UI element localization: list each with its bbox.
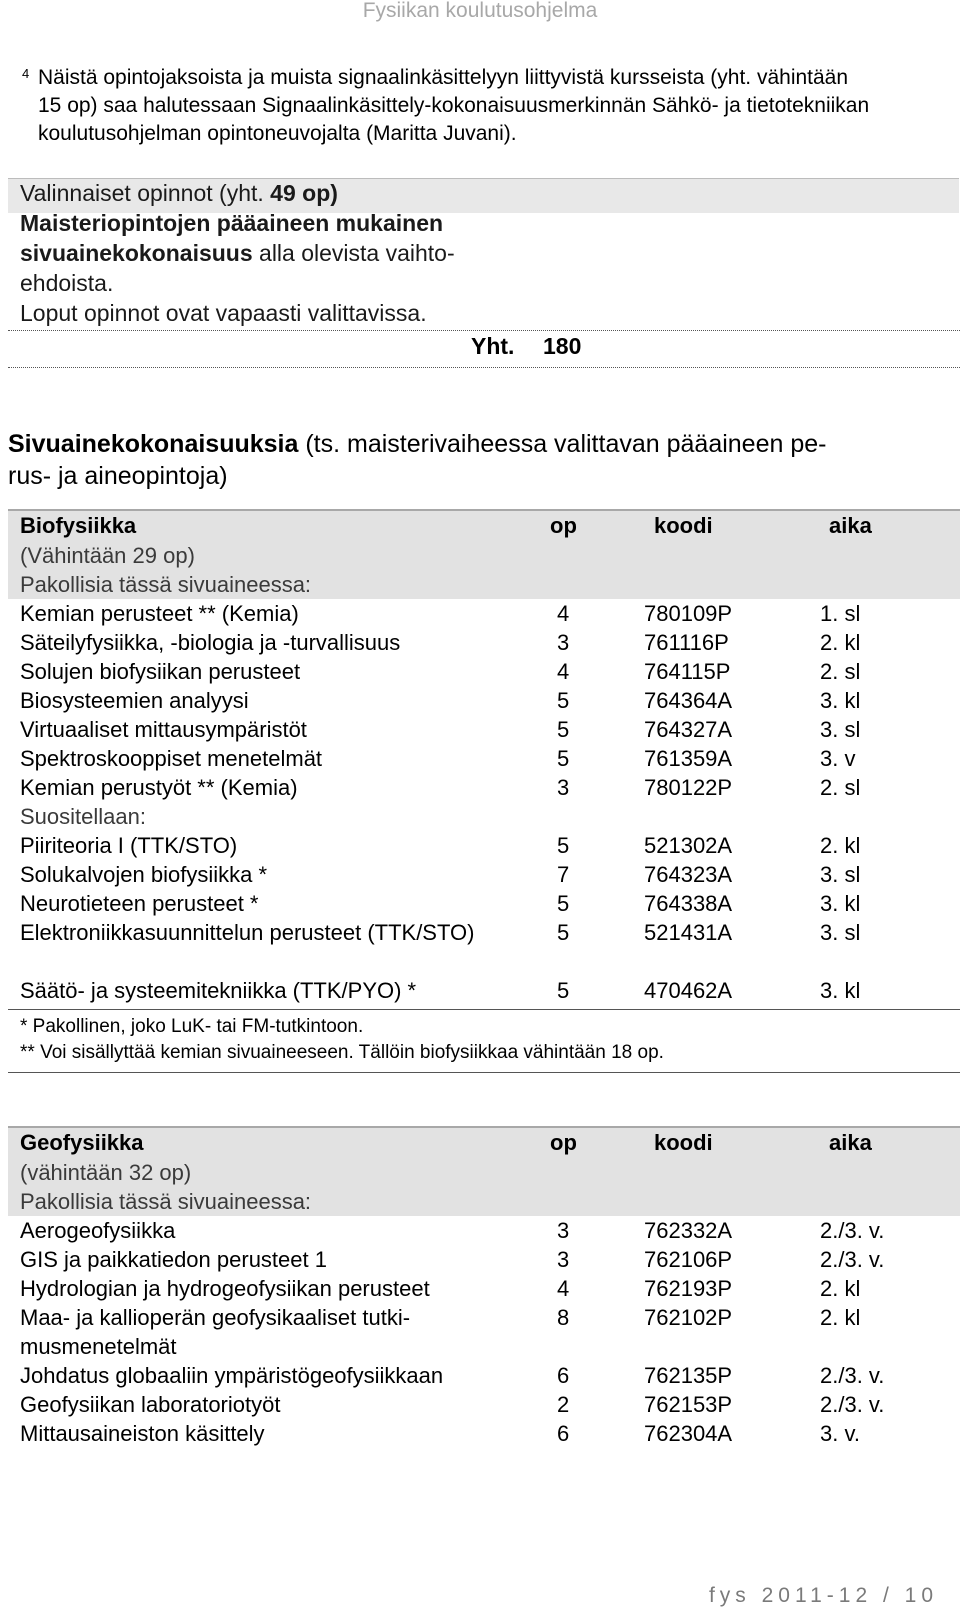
note-1: * Pakollinen, joko LuK- tai FM-tutkintoon. bbox=[20, 1016, 364, 1037]
cell-op: 5 bbox=[557, 891, 570, 916]
col-aika: aika bbox=[829, 1130, 872, 1155]
cell-aika: 3. v. bbox=[820, 1421, 860, 1446]
cell-op: 3 bbox=[557, 1218, 570, 1243]
table-notes bbox=[8, 1009, 960, 1073]
cell-op: 7 bbox=[557, 862, 570, 887]
cell-koodi: 762304A bbox=[644, 1421, 733, 1446]
table-row bbox=[8, 1419, 960, 1448]
cell-koodi: 521431A bbox=[644, 920, 733, 945]
cell-name: Elektroniikkasuunnittelun perusteet (TTK/STO) bbox=[20, 920, 475, 945]
cell-aika: 2. sl bbox=[820, 775, 861, 800]
footnote-line-3: koulutusohjelman opintoneuvojalta (Maritta Juvani). bbox=[38, 122, 517, 145]
table-title: Geofysiikka bbox=[20, 1130, 144, 1155]
elective-text bbox=[20, 178, 455, 328]
table-row bbox=[8, 744, 960, 773]
table-minimum bbox=[8, 1158, 960, 1187]
table-row bbox=[8, 773, 960, 802]
cell-op: 8 bbox=[557, 1305, 570, 1330]
cell-aika: 2. kl bbox=[820, 1305, 861, 1330]
note-2: ** Voi sisällyttää kemian sivuaineeseen. Tällöin biofysiikkaa vähintään 18 op. bbox=[20, 1042, 664, 1063]
minors-heading bbox=[8, 428, 948, 492]
cell-koodi: 761116P bbox=[644, 630, 729, 655]
table-row bbox=[8, 686, 960, 715]
cell-op: 3 bbox=[557, 1247, 570, 1272]
cell-name: Johdatus globaaliin ympäristögeofysiikkaan bbox=[20, 1363, 444, 1388]
cell-koodi: 761359A bbox=[644, 746, 733, 771]
cell-koodi: 762193P bbox=[644, 1276, 733, 1301]
col-koodi: koodi bbox=[654, 513, 713, 538]
cell-op: 5 bbox=[557, 833, 570, 858]
recommended-label bbox=[8, 802, 960, 831]
table-row bbox=[8, 918, 960, 976]
total-value: 180 bbox=[543, 333, 582, 359]
cell-op: 5 bbox=[557, 717, 570, 742]
col-op: op bbox=[550, 1130, 577, 1155]
cell-koodi: 762106P bbox=[644, 1247, 733, 1272]
cell-aika: 3. v bbox=[820, 746, 856, 771]
cell-name: Neurotieteen perusteet * bbox=[20, 891, 259, 916]
cell-koodi: 521302A bbox=[644, 833, 733, 858]
cell-op: 6 bbox=[557, 1363, 570, 1388]
table-row bbox=[8, 1390, 960, 1419]
cell-koodi: 762102P bbox=[644, 1305, 733, 1330]
cell-op: 4 bbox=[557, 659, 570, 684]
minors-heading-bold: Sivuainekokonaisuuksia bbox=[8, 430, 299, 458]
cell-aika: 2. kl bbox=[820, 1276, 861, 1301]
cell-aika: 3. sl bbox=[820, 862, 861, 887]
table-row bbox=[8, 1245, 960, 1274]
cell-name: Spektroskooppiset menetelmät bbox=[20, 746, 323, 771]
cell-op: 4 bbox=[557, 1276, 570, 1301]
footnote-4 bbox=[22, 64, 942, 148]
cell-koodi: 762135P bbox=[644, 1363, 733, 1388]
table-row bbox=[8, 860, 960, 889]
elective-line-3: alla olevista vaihto- bbox=[252, 240, 455, 266]
cell-koodi: 764338A bbox=[644, 891, 733, 916]
cell-op: 6 bbox=[557, 1421, 570, 1446]
cell-aika: 3. sl bbox=[820, 920, 861, 945]
cell-op: 5 bbox=[557, 746, 570, 771]
cell-op: 2 bbox=[557, 1392, 570, 1417]
table-row bbox=[8, 1216, 960, 1245]
page-header: Fysiikan koulutusohjelma bbox=[362, 0, 598, 22]
page-footer: fys 2011-12 / 10 bbox=[708, 1584, 938, 1607]
table-row bbox=[8, 889, 960, 918]
cell-aika: 3. kl bbox=[820, 891, 861, 916]
footnote-marker: 4 bbox=[22, 66, 30, 81]
cell-koodi: 470462A bbox=[644, 978, 733, 1003]
col-koodi: koodi bbox=[654, 1130, 713, 1155]
cell-name: Kemian perusteet ** (Kemia) bbox=[20, 601, 299, 626]
cell-koodi: 762332A bbox=[644, 1218, 733, 1243]
table-title: Biofysiikka bbox=[20, 513, 137, 538]
cell-name: Piiriteoria I (TTK/STO) bbox=[20, 833, 238, 858]
table-row bbox=[8, 831, 960, 860]
table-row bbox=[8, 599, 960, 628]
col-aika: aika bbox=[829, 513, 872, 538]
table-row bbox=[8, 657, 960, 686]
total-row bbox=[8, 330, 960, 368]
table-header bbox=[8, 509, 960, 541]
elective-credits: 49 op) bbox=[270, 180, 338, 206]
cell-aika: 2. sl bbox=[820, 659, 861, 684]
cell-name: Hydrologian ja hydrogeofysiikan perusteet bbox=[20, 1276, 430, 1301]
cell-minimum: (vähintään 32 op) bbox=[20, 1160, 192, 1185]
cell-name: Solujen biofysiikan perusteet bbox=[20, 659, 301, 684]
cell-aika: 2./3. v. bbox=[820, 1363, 885, 1388]
elective-line-5: Loput opinnot ovat vapaasti valittavissa. bbox=[20, 300, 427, 326]
elective-studies bbox=[0, 178, 960, 326]
cell-aika: 1. sl bbox=[820, 601, 861, 626]
cell-name: GIS ja paikkatiedon perusteet 1 bbox=[20, 1247, 327, 1272]
cell-aika: 3. kl bbox=[820, 688, 861, 713]
cell-koodi: 780122P bbox=[644, 775, 733, 800]
cell-name: Kemian perustyöt ** (Kemia) bbox=[20, 775, 298, 800]
cell-name: Mittausaineiston käsittely bbox=[20, 1421, 265, 1446]
cell-aika: 2. kl bbox=[820, 833, 861, 858]
cell-name: Geofysiikan laboratoriotyöt bbox=[20, 1392, 281, 1417]
elective-line-4: ehdoista. bbox=[20, 270, 114, 296]
table-header bbox=[8, 1126, 960, 1158]
cell-op: 3 bbox=[557, 775, 570, 800]
footnote-line-2: 15 op) saa halutessaan Signaalinkäsittely-kokonaisuusmerkinnän Sähkö- ja tietotekniikan bbox=[38, 94, 870, 117]
footnote-line-1: Näistä opintojaksoista ja muista signaalinkäsittelyyn liittyvistä kursseista (yht. vähintään bbox=[38, 66, 849, 89]
table-minimum bbox=[8, 541, 960, 570]
total-label: Yht. bbox=[471, 333, 515, 359]
cell-recommended_label: Suositellaan: bbox=[20, 804, 146, 829]
cell-name: Virtuaaliset mittausympäristöt bbox=[20, 717, 307, 742]
cell-koodi: 764323A bbox=[644, 862, 733, 887]
cell-op: 5 bbox=[557, 688, 570, 713]
cell-koodi: 780109P bbox=[644, 601, 733, 626]
cell-aika: 3. sl bbox=[820, 717, 861, 742]
cell-koodi: 764327A bbox=[644, 717, 733, 742]
cell-op: 3 bbox=[557, 630, 570, 655]
cell-aika: 2. kl bbox=[820, 630, 861, 655]
cell-name: Solukalvojen biofysiikka * bbox=[20, 862, 268, 887]
elective-line-3-bold: sivuainekokonaisuus bbox=[20, 240, 253, 266]
cell-name: Säteilyfysiikka, -biologia ja -turvallisuus bbox=[20, 630, 401, 655]
cell-aika: 3. kl bbox=[820, 978, 861, 1003]
required-label bbox=[8, 570, 960, 599]
cell-koodi: 764364A bbox=[644, 688, 733, 713]
minors-heading-rest-1: (ts. maisterivaiheessa valittavan pääaineen pe- bbox=[298, 430, 827, 458]
minors-heading-rest-2: rus- ja aineopintoja) bbox=[8, 462, 228, 490]
cell-minimum: (Vähintään 29 op) bbox=[20, 543, 195, 568]
cell-op: 5 bbox=[557, 920, 570, 945]
table-row bbox=[8, 1274, 960, 1303]
cell-name: Säätö- ja systeemitekniikka (TTK/PYO) * bbox=[20, 978, 417, 1003]
cell-op: 4 bbox=[557, 601, 570, 626]
elective-line-2: Maisteriopintojen pääaineen mukainen bbox=[20, 210, 444, 236]
table-geofysiikka bbox=[8, 1126, 960, 1448]
elective-title: Valinnaiset opinnot (yht. bbox=[20, 180, 271, 206]
table-biofysiikka bbox=[8, 509, 960, 1073]
table-row bbox=[8, 976, 960, 1005]
cell-name: Maa- ja kallioperän geofysikaaliset tutki-musmenetelmät bbox=[20, 1305, 411, 1359]
required-label bbox=[8, 1187, 960, 1216]
cell-op: 5 bbox=[557, 978, 570, 1003]
table-row bbox=[8, 1361, 960, 1390]
table-row bbox=[8, 715, 960, 744]
table-row bbox=[8, 628, 960, 657]
cell-koodi: 762153P bbox=[644, 1392, 733, 1417]
cell-required_label: Pakollisia tässä sivuaineessa: bbox=[20, 1189, 312, 1214]
cell-aika: 2./3. v. bbox=[820, 1218, 885, 1243]
cell-name: Biosysteemien analyysi bbox=[20, 688, 249, 713]
cell-koodi: 764115P bbox=[644, 659, 731, 684]
cell-aika: 2./3. v. bbox=[820, 1247, 885, 1272]
cell-name: Aerogeofysiikka bbox=[20, 1218, 176, 1243]
col-op: op bbox=[550, 513, 577, 538]
cell-aika: 2./3. v. bbox=[820, 1392, 885, 1417]
table-row bbox=[8, 1303, 960, 1361]
cell-required_label: Pakollisia tässä sivuaineessa: bbox=[20, 572, 312, 597]
